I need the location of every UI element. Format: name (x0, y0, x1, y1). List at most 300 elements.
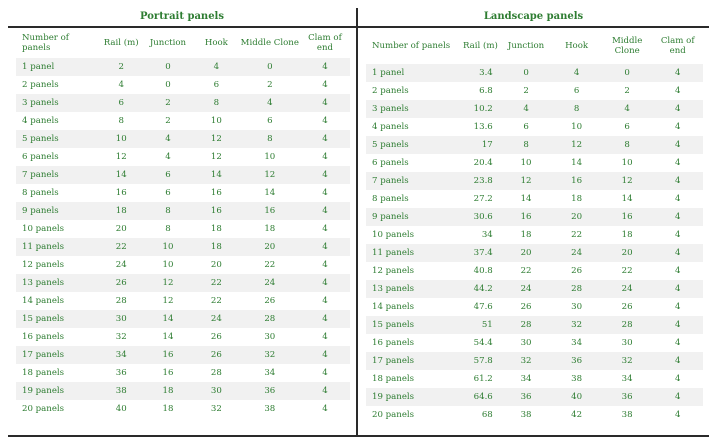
table-cell: 20 (240, 238, 300, 256)
table-row (366, 406, 703, 424)
table-cell: 6 panels (372, 158, 409, 168)
table-cell: 17 panels (366, 352, 457, 370)
table-cell: 40.8 (473, 266, 493, 276)
table-row (16, 184, 350, 202)
table-cell: 14 (162, 332, 174, 342)
table-cell: 4 panels (372, 122, 409, 132)
table-cell: 19 panels (366, 388, 457, 406)
table-row (366, 226, 703, 244)
table-cell: 16 panels (372, 338, 415, 348)
table-cell: 9 panels (366, 208, 457, 226)
table-cell: 14 (143, 310, 193, 328)
table-cell: 12 (551, 136, 602, 154)
table-cell: 4 (674, 122, 681, 132)
table-cell: 20 panels (22, 404, 65, 414)
table-cell: 30 (264, 332, 276, 342)
table-cell: 24 (115, 260, 127, 270)
table-cell: 17 (457, 136, 501, 154)
table-cell: 32 (501, 352, 552, 370)
table-cell: 8 (165, 224, 171, 234)
tables-container (8, 8, 709, 437)
table-cell: 14 (193, 166, 240, 184)
table-cell: 10.2 (457, 100, 501, 118)
table-row (366, 136, 703, 154)
table-cell: 4 (674, 302, 681, 312)
table-cell: 13 panels (16, 274, 100, 292)
table-cell: 30 (621, 338, 633, 348)
table-cell: 36 (551, 352, 602, 370)
table-cell: 9 panels (16, 202, 100, 220)
table-cell: 12 (193, 130, 240, 148)
table-cell: 20 panels (372, 410, 415, 420)
table-cell: 4 (674, 374, 681, 384)
table-cell: 24 (551, 244, 602, 262)
table-cell: 10 panels (372, 230, 415, 240)
table-cell: 1 panel (16, 58, 100, 76)
table-cell: 18 (193, 238, 240, 256)
table-cell: 4 (652, 388, 703, 406)
table-cell: 8 (193, 94, 240, 112)
portrait-header-cell: Junction (149, 38, 187, 48)
table-cell: 4 (143, 130, 193, 148)
table-cell: 4 (602, 100, 653, 118)
table-cell: 22 (520, 266, 532, 276)
table-cell: 6 (267, 116, 273, 126)
table-cell: 14 (520, 194, 532, 204)
table-cell: 4 (674, 194, 681, 204)
table-cell: 4 (674, 158, 681, 168)
table-cell: 34 (481, 230, 493, 240)
table-cell: 10 panels (22, 224, 65, 234)
table-row (16, 112, 350, 130)
table-cell: 22 (210, 296, 222, 306)
table-cell: 32 (210, 404, 222, 414)
table-cell: 34 (520, 374, 532, 384)
table-cell: 4 (652, 244, 703, 262)
table-cell: 36 (501, 388, 552, 406)
table-cell: 18 (143, 382, 193, 400)
table-cell: 42 (571, 410, 583, 420)
table-cell: 17 panels (16, 346, 100, 364)
table-cell: 34 (571, 338, 583, 348)
table-cell: 19 panels (16, 382, 100, 400)
table-cell: 2 panels (22, 80, 59, 90)
table-cell: 28 (210, 368, 222, 378)
table-cell: 4 (652, 172, 703, 190)
table-cell: 6 (573, 86, 580, 96)
table-cell: 11 panels (16, 238, 100, 256)
table-cell: 4 (674, 410, 681, 420)
table-cell: 14 panels (22, 296, 65, 306)
table-cell: 4 (652, 316, 703, 334)
table-cell: 4 (300, 202, 350, 220)
table-cell: 44.2 (457, 280, 501, 298)
table-cell: 0 (143, 58, 193, 76)
table-cell: 6 (165, 188, 171, 198)
table-cell: 4 (674, 86, 681, 96)
table-cell: 3.4 (457, 64, 501, 82)
table-cell: 4 panels (22, 116, 59, 126)
table-row (366, 316, 703, 334)
table-cell: 15 panels (16, 310, 100, 328)
table-cell: 24 (240, 274, 300, 292)
landscape-title: Landscape panels (358, 8, 709, 28)
table-cell: 18 (520, 230, 532, 240)
table-cell: 0 (501, 64, 552, 82)
table-cell: 4 (322, 296, 328, 306)
portrait-header-cell: Clam of end (308, 33, 342, 53)
table-cell: 18 (621, 230, 633, 240)
table-row (16, 94, 350, 112)
table-cell: 18 (100, 202, 143, 220)
table-cell: 16 (143, 346, 193, 364)
table-cell: 4 (322, 152, 328, 162)
table-row (16, 220, 350, 238)
table-cell: 18 (571, 194, 583, 204)
table-cell: 32 (115, 332, 127, 342)
table-cell: 4 (300, 130, 350, 148)
table-cell: 8 (118, 116, 124, 126)
table-cell: 34 (100, 346, 143, 364)
portrait-panel (8, 8, 358, 435)
table-row (366, 370, 703, 388)
table-row (16, 202, 350, 220)
table-cell: 64.6 (457, 388, 501, 406)
table-cell: 12 (240, 166, 300, 184)
table-cell: 10 (210, 116, 222, 126)
table-row (366, 82, 703, 100)
table-row (366, 100, 703, 118)
table-cell: 20 (602, 244, 653, 262)
table-cell: 30.6 (457, 208, 501, 226)
table-cell: 22 (100, 238, 143, 256)
table-cell: 24 (602, 280, 653, 298)
table-cell: 13 panels (366, 280, 457, 298)
table-cell: 4 (652, 64, 703, 82)
table-cell: 2 (100, 58, 143, 76)
table-cell: 2 (523, 86, 529, 96)
table-cell: 4 (300, 346, 350, 364)
table-cell: 4 (193, 58, 240, 76)
table-cell: 30 (571, 302, 583, 312)
table-cell: 40 (115, 404, 127, 414)
table-cell: 68 (481, 410, 493, 420)
table-cell: 1 panel (366, 64, 457, 82)
table-cell: 12 (115, 152, 127, 162)
table-cell: 38 (100, 382, 143, 400)
table-cell: 13.6 (473, 122, 493, 132)
table-row (16, 310, 350, 328)
landscape-panel (358, 8, 709, 435)
table-cell: 16 (240, 202, 300, 220)
table-cell: 12 (143, 274, 193, 292)
landscape-header-cell: Number of panels (372, 41, 451, 51)
portrait-header-cell: Number of panels (22, 33, 69, 53)
table-cell: 3 panels (16, 94, 100, 112)
table-row (16, 76, 350, 94)
table-cell: 4 (240, 94, 300, 112)
table-cell: 4 (652, 100, 703, 118)
table-cell: 8 (551, 100, 602, 118)
table-cell: 4 (322, 332, 328, 342)
table-cell: 4 (300, 58, 350, 76)
table-row (16, 292, 350, 310)
table-cell: 4 (322, 224, 328, 234)
table-cell: 18 panels (372, 374, 415, 384)
table-cell: 4 (674, 338, 681, 348)
portrait-header-cell: Middle Clone (240, 38, 299, 48)
table-cell: 10 (264, 152, 276, 162)
table-row (366, 388, 703, 406)
table-cell: 11 panels (366, 244, 457, 262)
table-cell: 4 (165, 152, 171, 162)
table-cell: 14 panels (372, 302, 415, 312)
table-cell: 15 panels (366, 316, 457, 334)
table-cell: 12 panels (372, 266, 415, 276)
table-cell: 18 panels (22, 368, 65, 378)
landscape-table (366, 28, 703, 424)
table-cell: 4 (322, 404, 328, 414)
table-cell: 2 (624, 86, 630, 96)
table-row (16, 364, 350, 382)
table-cell: 4 (322, 80, 328, 90)
table-cell: 30 (100, 310, 143, 328)
table-cell: 10 (162, 260, 174, 270)
table-cell: 6.8 (479, 86, 493, 96)
table-cell: 4 (322, 116, 328, 126)
table-cell: 36 (240, 382, 300, 400)
table-cell: 54.4 (473, 338, 493, 348)
table-cell: 26 (264, 296, 276, 306)
table-cell: 28 (602, 316, 653, 334)
table-cell: 28 (115, 296, 127, 306)
table-cell: 12 (501, 172, 552, 190)
table-cell: 10 (143, 238, 193, 256)
table-cell: 2 (143, 94, 193, 112)
table-cell: 20.4 (473, 158, 493, 168)
table-cell: 36 (115, 368, 127, 378)
landscape-header-cell: Junction (507, 41, 545, 51)
table-row (16, 382, 350, 400)
table-cell: 38 (520, 410, 532, 420)
table-cell: 37.4 (457, 244, 501, 262)
table-cell: 8 panels (372, 194, 409, 204)
table-cell: 38 (621, 410, 633, 420)
table-row (366, 118, 703, 136)
table-cell: 16 (162, 368, 174, 378)
table-cell: 28 (240, 310, 300, 328)
table-cell: 28 (501, 316, 552, 334)
portrait-title: Portrait panels (8, 8, 356, 28)
table-row (16, 238, 350, 256)
landscape-table-body (366, 64, 703, 424)
portrait-header-row (16, 28, 350, 58)
table-cell: 8 (602, 136, 653, 154)
table-cell: 6 panels (22, 152, 59, 162)
landscape-header-cell: Clam of end (660, 36, 695, 56)
table-cell: 7 panels (366, 172, 457, 190)
table-cell: 30 (193, 382, 240, 400)
portrait-table-body (16, 58, 350, 418)
table-cell: 8 panels (22, 188, 59, 198)
table-cell: 32 (240, 346, 300, 364)
table-cell: 4 (652, 136, 703, 154)
table-row (16, 130, 350, 148)
table-row (366, 190, 703, 208)
table-cell: 4 (322, 368, 328, 378)
table-cell: 20 (115, 224, 127, 234)
table-cell: 12 (210, 152, 222, 162)
table-cell: 18 (210, 224, 222, 234)
table-row (366, 352, 703, 370)
table-cell: 26 (571, 266, 583, 276)
table-row (366, 208, 703, 226)
table-cell: 51 (457, 316, 501, 334)
table-cell: 22 (571, 230, 583, 240)
table-row (366, 64, 703, 82)
table-cell: 2 (267, 80, 273, 90)
table-cell: 4 (674, 266, 681, 276)
table-cell: 16 (115, 188, 127, 198)
table-cell: 20 (551, 208, 602, 226)
table-row (366, 334, 703, 352)
table-cell: 8 (143, 202, 193, 220)
landscape-header-cell: Rail (m) (462, 41, 498, 51)
table-cell: 28 (551, 280, 602, 298)
table-cell: 8 (501, 136, 552, 154)
table-cell: 14 (264, 188, 276, 198)
table-cell: 12 panels (22, 260, 65, 270)
table-row (16, 256, 350, 274)
table-row (16, 148, 350, 166)
table-cell: 38 (571, 374, 583, 384)
table-cell: 6 (523, 122, 529, 132)
table-cell: 4 (652, 208, 703, 226)
table-cell: 14 (571, 158, 583, 168)
table-cell: 5 panels (16, 130, 100, 148)
table-cell: 22 (193, 274, 240, 292)
table-cell: 26 (100, 274, 143, 292)
table-cell: 16 (210, 188, 222, 198)
table-cell: 16 (501, 208, 552, 226)
table-cell: 16 (551, 172, 602, 190)
table-cell: 4 (300, 274, 350, 292)
table-cell: 23.8 (457, 172, 501, 190)
table-row (16, 58, 350, 76)
table-cell: 10 (520, 158, 532, 168)
table-cell: 24 (501, 280, 552, 298)
table-cell: 12 (602, 172, 653, 190)
table-cell: 4 (300, 310, 350, 328)
table-cell: 12 (162, 296, 174, 306)
table-cell: 40 (551, 388, 602, 406)
table-cell: 10 (100, 130, 143, 148)
table-cell: 26 (621, 302, 633, 312)
table-cell: 7 panels (16, 166, 100, 184)
landscape-header-row (366, 28, 703, 64)
landscape-header-cell: Middle Clone (611, 36, 643, 56)
table-cell: 27.2 (473, 194, 493, 204)
table-row (16, 400, 350, 418)
table-cell: 18 (264, 224, 276, 234)
table-cell: 36 (602, 388, 653, 406)
table-row (366, 298, 703, 316)
table-cell: 16 (193, 202, 240, 220)
table-cell: 24 (193, 310, 240, 328)
table-cell: 61.2 (473, 374, 493, 384)
table-row (366, 154, 703, 172)
table-cell: 4 (652, 280, 703, 298)
table-cell: 57.8 (457, 352, 501, 370)
table-cell: 20 (501, 244, 552, 262)
table-cell: 38 (264, 404, 276, 414)
table-row (16, 274, 350, 292)
landscape-header-cell: Hook (565, 41, 589, 51)
table-cell: 20 (210, 260, 222, 270)
table-cell: 4 (551, 64, 602, 82)
table-cell: 4 (674, 230, 681, 240)
table-cell: 26 (193, 346, 240, 364)
portrait-table (16, 28, 350, 418)
table-cell: 6 (100, 94, 143, 112)
table-cell: 22 (264, 260, 276, 270)
table-cell: 30 (520, 338, 532, 348)
table-cell: 34 (621, 374, 633, 384)
table-cell: 4 (652, 352, 703, 370)
table-row (366, 244, 703, 262)
table-row (366, 262, 703, 280)
table-cell: 32 (551, 316, 602, 334)
table-cell: 22 (621, 266, 633, 276)
table-row (16, 346, 350, 364)
table-cell: 4 (300, 382, 350, 400)
table-cell: 4 (501, 100, 552, 118)
table-cell: 16 panels (22, 332, 65, 342)
table-cell: 0 (165, 80, 171, 90)
table-cell: 4 (300, 94, 350, 112)
table-cell: 18 (162, 404, 174, 414)
table-cell: 6 (624, 122, 630, 132)
table-cell: 10 (571, 122, 583, 132)
table-row (16, 166, 350, 184)
table-cell: 14 (621, 194, 633, 204)
table-row (366, 172, 703, 190)
table-cell: 2 panels (372, 86, 409, 96)
table-row (366, 280, 703, 298)
table-cell: 26 (210, 332, 222, 342)
table-cell: 6 (213, 80, 220, 90)
table-cell: 5 panels (366, 136, 457, 154)
table-cell: 8 (240, 130, 300, 148)
table-cell: 4 (322, 260, 328, 270)
table-cell: 4 (300, 166, 350, 184)
table-cell: 4 (322, 188, 328, 198)
table-cell: 34 (264, 368, 276, 378)
table-cell: 4 (300, 238, 350, 256)
table-cell: 14 (100, 166, 143, 184)
table-cell: 4 (118, 80, 124, 90)
portrait-header-cell: Rail (m) (103, 38, 139, 48)
table-cell: 6 (143, 166, 193, 184)
table-cell: 2 (165, 116, 171, 126)
table-cell: 10 (621, 158, 633, 168)
portrait-header-cell: Hook (204, 38, 228, 48)
table-cell: 0 (240, 58, 300, 76)
table-cell: 47.6 (473, 302, 493, 312)
table-cell: 16 (602, 208, 653, 226)
table-cell: 0 (602, 64, 653, 82)
table-row (16, 328, 350, 346)
